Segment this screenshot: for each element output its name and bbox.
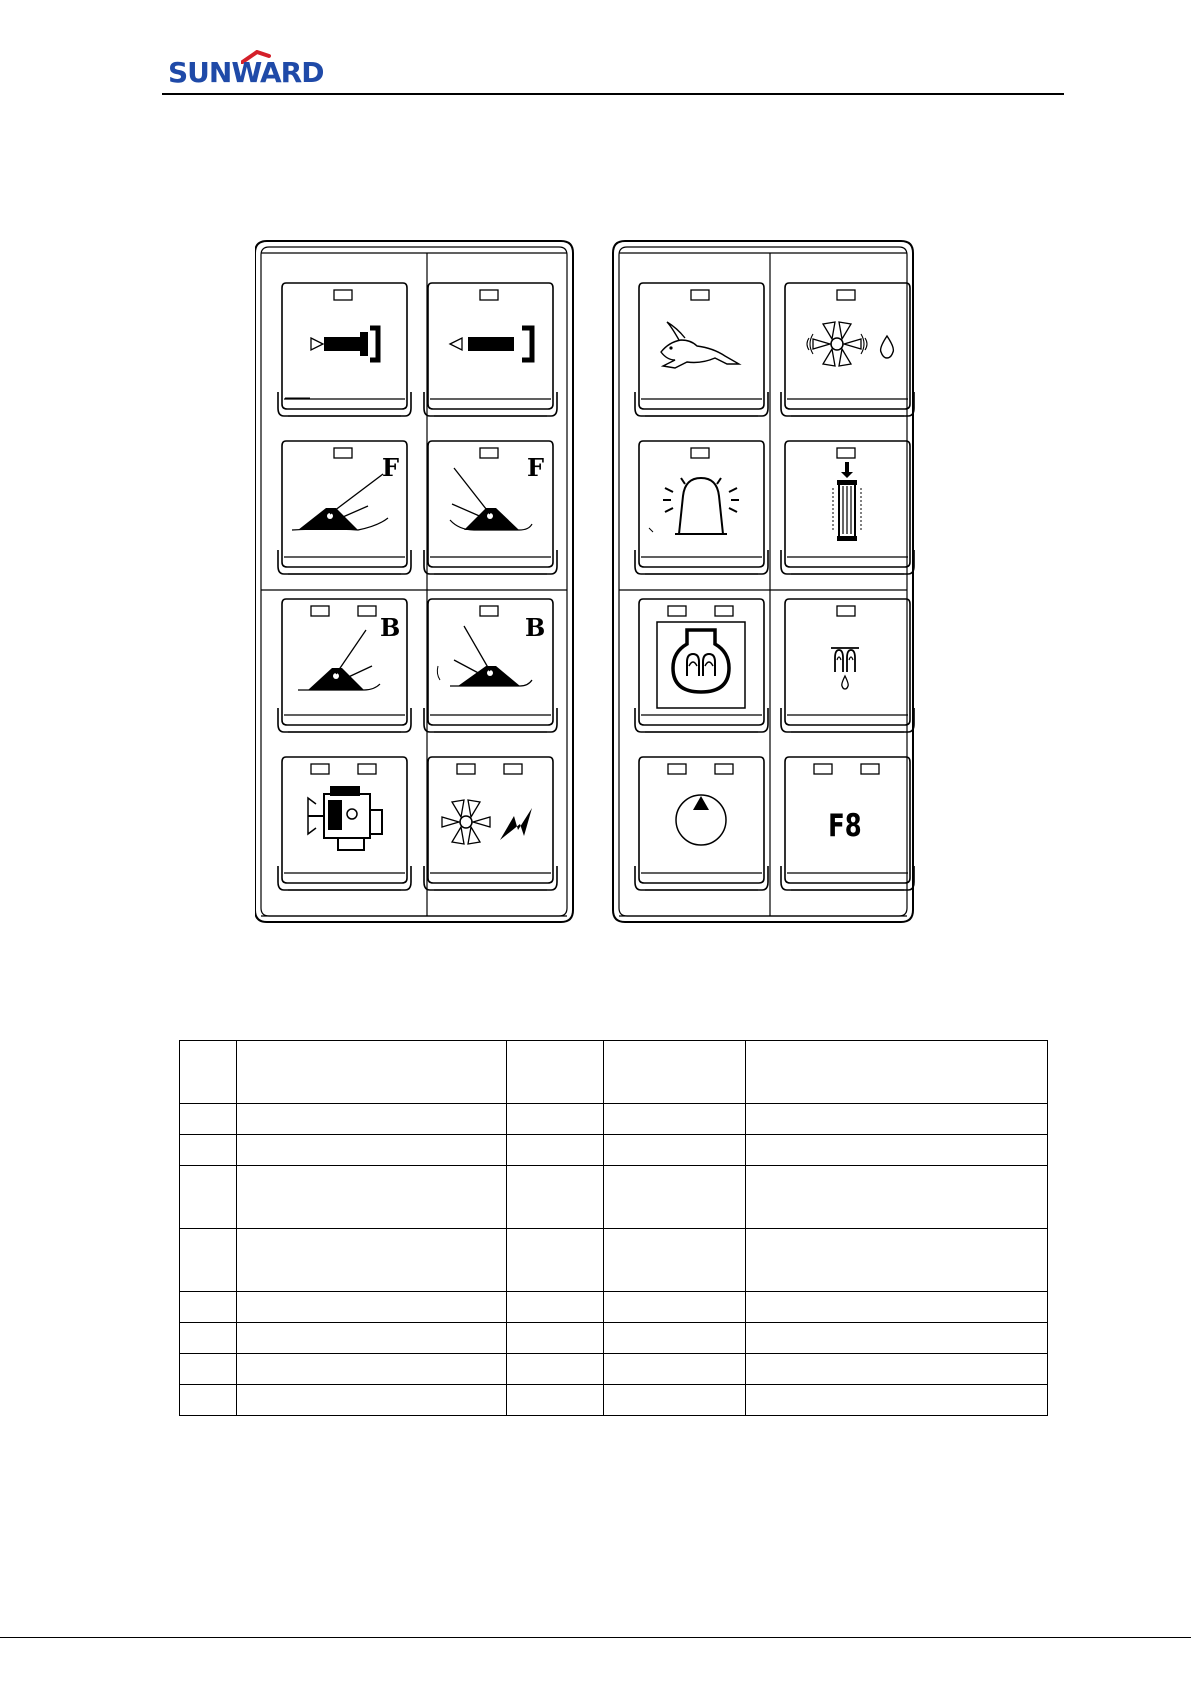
f8-key-icon [828, 807, 861, 844]
back-blade-raise-icon [298, 613, 400, 690]
table-cell [180, 1135, 237, 1166]
svg-text:F: F [382, 453, 400, 482]
fan-fluid-button[interactable] [781, 283, 914, 416]
table-cell [180, 1292, 237, 1323]
fan-electric-icon [442, 800, 532, 844]
table-cell [604, 1229, 746, 1292]
table-cell [604, 1292, 746, 1323]
front-blade-down-button[interactable] [424, 441, 557, 574]
svg-text:B: B [525, 613, 546, 642]
table-cell [604, 1385, 746, 1416]
table-cell [507, 1041, 604, 1104]
table-cell [604, 1166, 746, 1229]
table-cell [507, 1104, 604, 1135]
back-blade-down-button[interactable] [424, 599, 557, 732]
table-cell [507, 1292, 604, 1323]
table-cell [237, 1135, 507, 1166]
table-cell [604, 1104, 746, 1135]
engine-icon [308, 786, 382, 850]
table-cell [604, 1354, 746, 1385]
glow-plug-fluid-button[interactable] [781, 599, 914, 732]
table-row [180, 1135, 1048, 1166]
logo-text: SUNWARD [168, 56, 324, 89]
page-header [0, 0, 1191, 100]
right-switch-panel [613, 241, 914, 922]
table-cell [746, 1041, 1048, 1104]
back-blade-lower-icon [437, 613, 545, 686]
table-cell [237, 1041, 507, 1104]
back-blade-up-button[interactable] [278, 599, 411, 732]
f8-button[interactable] [781, 757, 914, 890]
boom-retract-button[interactable] [424, 283, 557, 416]
table-row [180, 1385, 1048, 1416]
table-cell [237, 1354, 507, 1385]
glow-plug-fluid-icon [831, 648, 859, 689]
table-cell [604, 1041, 746, 1104]
table-row [180, 1292, 1048, 1323]
switch-panels-figure [255, 240, 955, 940]
table-cell [604, 1323, 746, 1354]
table-cell [746, 1354, 1048, 1385]
table-cell [180, 1354, 237, 1385]
left-switch-panel [255, 241, 573, 922]
sunward-logo [168, 50, 324, 90]
table-cell [746, 1323, 1048, 1354]
boom-extend-icon [311, 328, 378, 360]
filter-button[interactable] [781, 441, 914, 574]
table-cell [507, 1229, 604, 1292]
filter-icon [833, 462, 861, 541]
table-cell [746, 1104, 1048, 1135]
table-cell [507, 1385, 604, 1416]
table-row [180, 1354, 1048, 1385]
table-cell [746, 1292, 1048, 1323]
front-blade-lower-icon [450, 453, 544, 530]
table-cell [237, 1323, 507, 1354]
circle-arrow-icon [676, 795, 726, 845]
fan-electric-button[interactable] [424, 757, 557, 890]
front-blade-raise-icon [292, 453, 399, 530]
table-cell [746, 1229, 1048, 1292]
warning-beacon-button[interactable] [635, 441, 768, 574]
table-cell [746, 1135, 1048, 1166]
boom-retract-icon [450, 328, 532, 360]
rabbit-fast-icon [661, 322, 739, 368]
svg-text:B: B [380, 613, 401, 642]
warning-beacon-icon [649, 478, 739, 534]
table-cell [237, 1385, 507, 1416]
fan-fluid-icon [807, 322, 893, 366]
table-row [180, 1166, 1048, 1229]
front-blade-up-button[interactable] [278, 441, 411, 574]
table-cell [507, 1323, 604, 1354]
preheat-button[interactable] [635, 599, 768, 732]
table-row [180, 1229, 1048, 1292]
svg-text:F: F [527, 453, 545, 482]
spec-table [179, 1040, 1048, 1416]
table-cell [507, 1166, 604, 1229]
footer-rule [0, 1637, 1191, 1638]
table-cell [180, 1166, 237, 1229]
fast-speed-button[interactable] [635, 283, 768, 416]
table-cell [604, 1135, 746, 1166]
table-row [180, 1041, 1048, 1104]
table-cell [180, 1041, 237, 1104]
table-cell [180, 1229, 237, 1292]
engine-button[interactable] [278, 757, 411, 890]
table-cell [507, 1354, 604, 1385]
table-cell [746, 1166, 1048, 1229]
header-rule [162, 93, 1064, 95]
table-row [180, 1104, 1048, 1135]
preheat-icon [657, 622, 745, 708]
svg-text:F8: F8 [828, 806, 862, 844]
circle-arrow-button[interactable] [635, 757, 768, 890]
table-row [180, 1323, 1048, 1354]
table-cell [180, 1323, 237, 1354]
table-cell [507, 1135, 604, 1166]
table-cell [180, 1104, 237, 1135]
table-cell [237, 1104, 507, 1135]
table-cell [180, 1385, 237, 1416]
table-cell [237, 1229, 507, 1292]
table-cell [237, 1292, 507, 1323]
boom-extend-button[interactable] [278, 283, 411, 416]
table-cell [237, 1166, 507, 1229]
table-cell [746, 1385, 1048, 1416]
